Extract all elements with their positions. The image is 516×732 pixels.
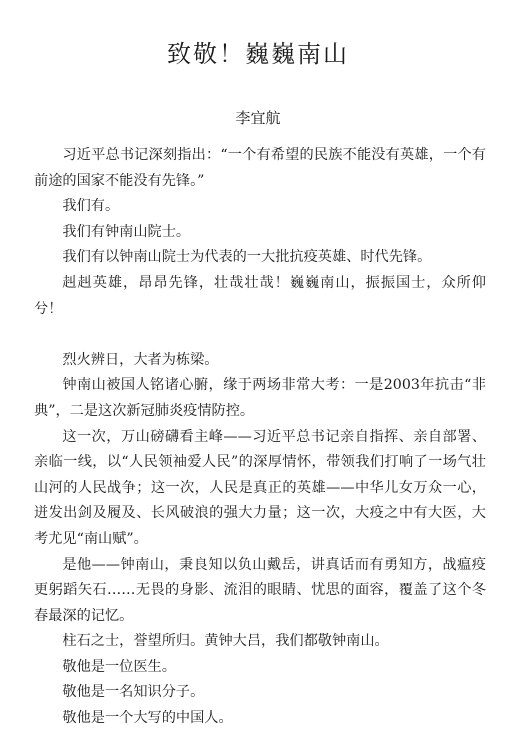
paragraph-12: 敬他是一名知识分子。 [62,684,205,701]
paragraph-6: 烈火辨日，大者为栋梁。 [62,351,219,368]
article-title: 致敬！巍巍南山 [167,40,349,68]
article-author: 李宜航 [235,109,281,127]
paragraph-11: 敬他是一位医生。 [62,658,176,675]
paragraph-10: 柱石之士，誉望所归。黄钟大吕，我们都敬钟南山。 [62,633,389,650]
article-body [34,143,486,732]
paragraph-1: 习近平总书记深刻指出：“一个有希望的民族不能没有英雄，一个有前途的国家不能没有先锋。” [34,147,486,189]
paragraph-7: 钟南山被国人铭诸心腑，缘于两场非常大考：一是2003年抗击“非典”，二是这次新冠肺炎疫情防控。 [34,377,486,419]
paragraph-2: 我们有。 [62,198,120,215]
paragraph-9: 是他——钟南山，秉良知以负山戴岳，讲真话而有勇知方，战瘟疫更躬蹈矢石……无畏的身影、流泪的眼睛、忧思的面容，覆盖了这个冬春最深的记忆。 [34,556,486,624]
paragraph-5: 赳赳英雄，昂昂先锋，壮哉壮哉！巍巍南山，振振国士，众所仰兮！ [34,274,486,317]
paragraph-8: 这一次，万山磅礴看主峰——习近平总书记亲自指挥、亲自部署、亲临一线，以“人民领袖爱人民”的深厚情怀，带领我们打响了一场气壮山河的人民战争；这一次，人民是真正的英雄——中华儿女万众一心，迸发出剑及履及、长风破浪的强大力量；这一次，大疫之中有大医，大考尤见“南山赋”。 [34,428,486,547]
paragraph-3: 我们有钟南山院士。 [62,223,191,240]
paragraph-13: 敬他是一个大写的中国人。 [62,710,233,727]
paragraph-4: 我们有以钟南山院士为代表的一大批抗疫英雄、时代先锋。 [62,249,432,266]
